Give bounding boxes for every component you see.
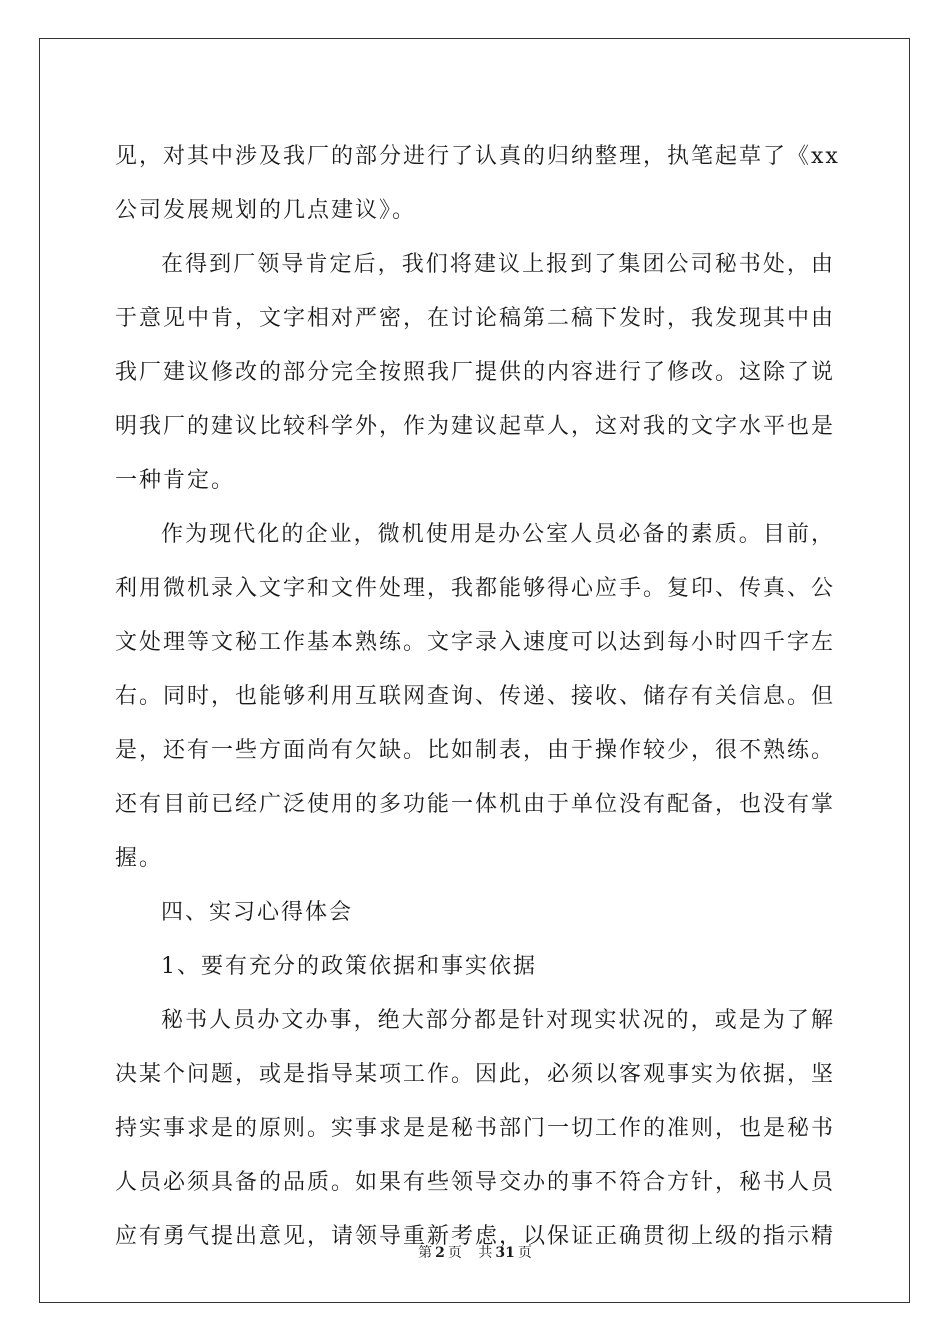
text-line: 一种肯定。 [115,468,236,493]
total-pages: 31 [495,1245,515,1261]
text-line: 见，对其中涉及我厂的部分进行了认真的归纳整理，执笔起草了《xx [115,144,840,169]
text-line: 是，还有一些方面尚有欠缺。比如制表，由于操作较少，很不熟练。 [115,738,836,763]
text-line: 明我厂的建议比较科学外，作为建议起草人，这对我的文字水平也是 [115,414,836,439]
text-line: 利用微机录入文字和文件处理，我都能够得心应手。复印、传真、公 [115,576,836,601]
text-line: 我厂建议修改的部分完全按照我厂提供的内容进行了修改。这除了说 [115,360,836,385]
text-line: 在得到厂领导肯定后，我们将建议上报到了集团公司秘书处，由 [161,252,835,277]
text-line: 持实事求是的原则。实事求是是秘书部门一切工作的准则，也是秘书 [115,1116,836,1141]
total-indicator [475,1245,534,1261]
page-number: 2 [435,1245,445,1261]
total-prefix: 共 [478,1245,493,1261]
text-line: 秘书人员办文办事，绝大部分都是针对现实状况的，或是为了解 [161,1008,835,1033]
text-line: 决某个问题，或是指导某项工作。因此，必须以客观事实为依据，坚 [115,1062,836,1087]
subsection-heading: 1、要有充分的政策依据和事实依据 [161,954,537,979]
text-line: 于意见中肯，文字相对严密，在讨论稿第二稿下发时，我发现其中由 [115,306,836,331]
page-prefix: 第 [418,1245,433,1261]
page-footer [0,1242,950,1262]
text-line: 应有勇气提出意见，请领导重新考虑，以保证正确贯彻上级的指示精 [115,1224,836,1249]
total-suffix: 页 [517,1245,532,1261]
page-indicator [415,1245,465,1261]
section-heading: 四、实习心得体会 [161,900,354,925]
document-body [115,130,840,1264]
text-line: 右。同时，也能够利用互联网查询、传递、接收、储存有关信息。但 [115,684,836,709]
text-line: 文处理等文秘工作基本熟练。文字录入速度可以达到每小时四千字左 [115,630,836,655]
text-line: 还有目前已经广泛使用的多功能一体机由于单位没有配备，也没有掌 [115,792,836,817]
text-line: 人员必须具备的品质。如果有些领导交办的事不符合方针，秘书人员 [115,1170,836,1195]
text-line: 公司发展规划的几点建议》。 [115,198,417,223]
text-line: 作为现代化的企业，微机使用是办公室人员必备的素质。目前， [161,522,835,547]
page-suffix: 页 [447,1245,462,1261]
text-line: 握。 [115,846,164,871]
